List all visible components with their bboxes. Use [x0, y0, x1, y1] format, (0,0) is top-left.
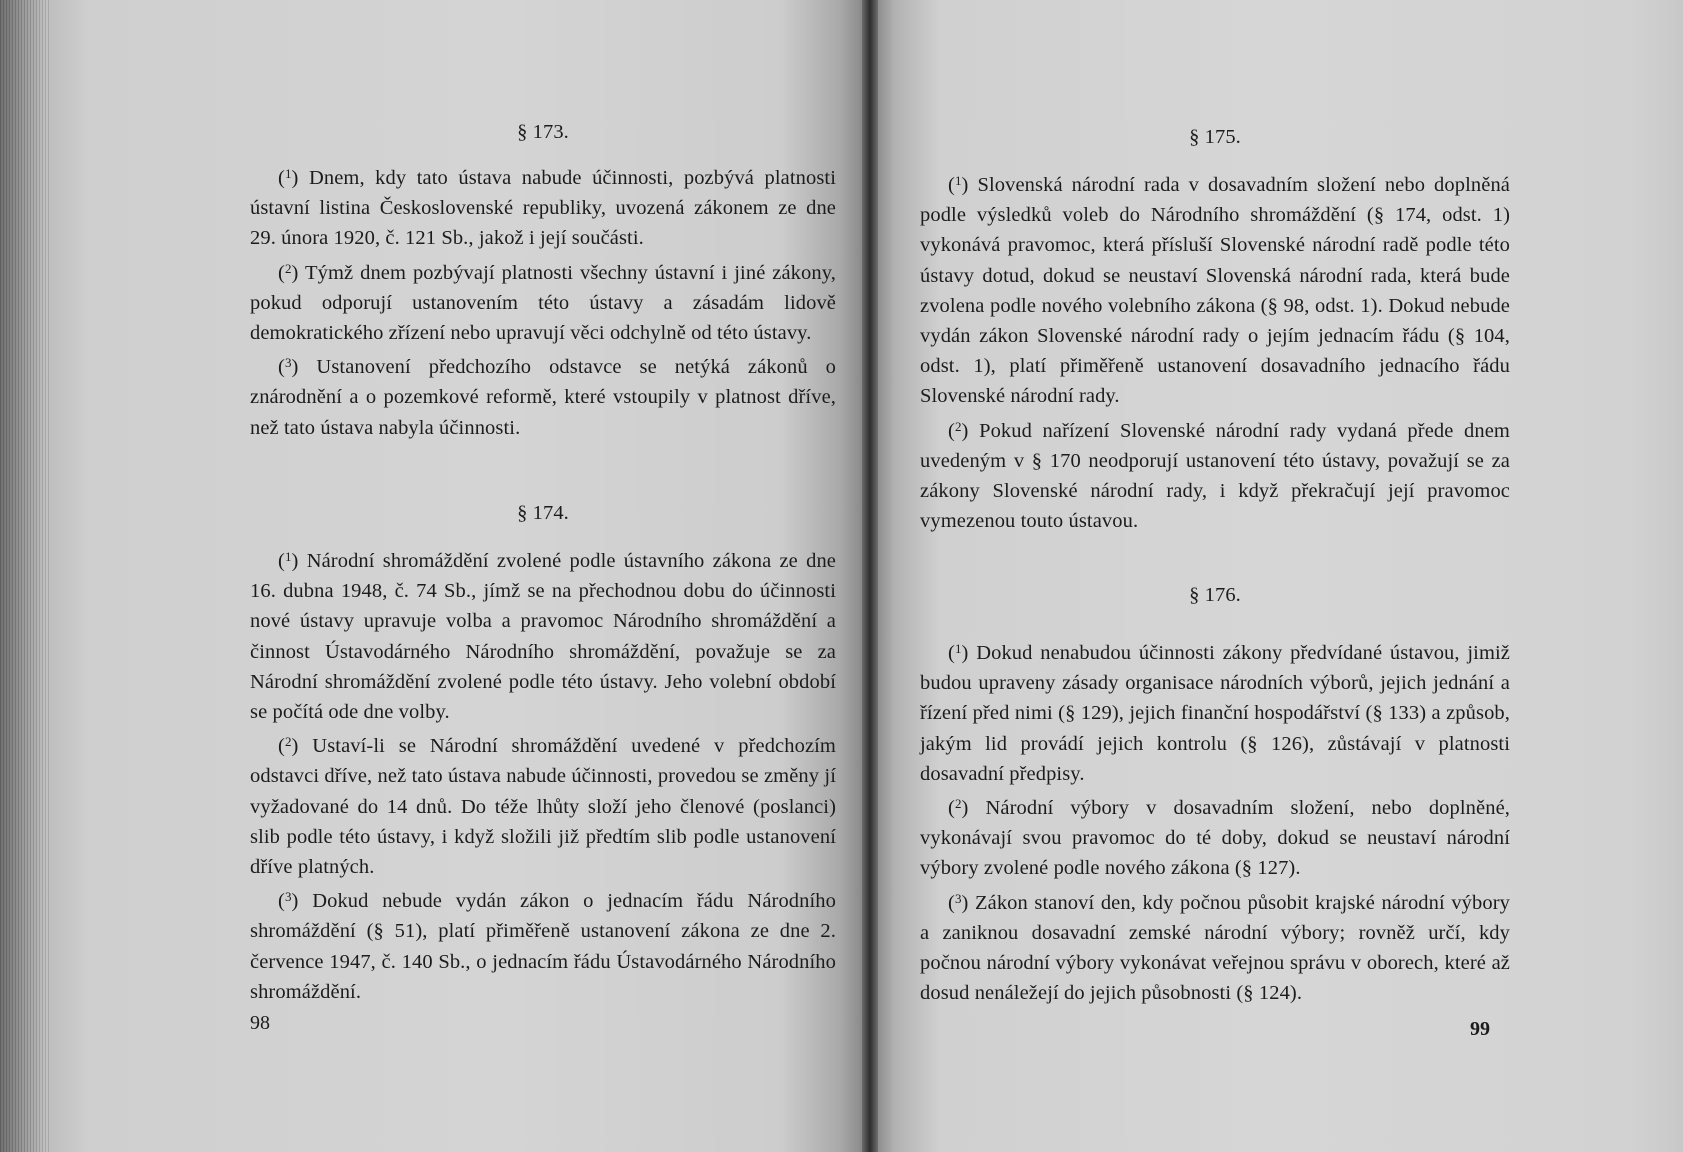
paragraph-number: 2 — [284, 260, 292, 276]
paragraph: ($^1$) Národní shromáždění zvolené podle ústavního zákona ze dne 16. dubna 1948, č. 74 Sb., jímž se na přechodnou dobu do účinnosti nové ústavy upravuje volba a pravomoc Národního shromáždění a činnost Ústavodárného Národního shromáždění, považuje se za Národní shromáždění zvolené podle této ústavy. Jeho volební období se počítá ode dne volby. — [250, 549, 837, 724]
section-heading: § 176. — [1189, 584, 1241, 606]
paragraph-number: 1 — [954, 641, 962, 656]
paragraph-number: 1 — [284, 166, 292, 181]
paragraph-number: 3 — [954, 890, 962, 906]
page-stack-edge — [0, 0, 50, 1152]
section-175 — [920, 122, 1510, 536]
section-173 — [250, 117, 836, 443]
paragraph: ($^3$) Zákon stanoví den, kdy počnou působit krajské národní výbory a zaniknou dosavadní zemské národní výbory; rovněž určí, kdy počnou národní výbory vykonávat veřejnou správu v oborech, které až dosud nenáležejí do jejich působnosti (§ 124). — [920, 890, 1510, 1005]
page-number: 98 — [250, 1012, 270, 1034]
paragraph-text: Dokud nebude vydán zákon o jednacím řádu Národního shromáždění (§ 51), platí přiměřeně ustanovení zákona ze dne 2. července 1947, č. 140 Sb., o jednacím řádu Ústavodárného Národního shromáždění. — [250, 890, 836, 1003]
page-number: 99 — [1470, 1018, 1490, 1040]
paragraph: ($^3$) Ustanovení předchozího odstavce se netýká zákonů o znárodnění a o pozemkové reformě, které vstoupily v platnost dříve, než tato ústava nabyla účinnosti. — [250, 355, 837, 439]
section-heading: § 173. — [517, 121, 569, 143]
paragraph-text: Národní shromáždění zvolené podle ústavního zákona ze dne 16. dubna 1948, č. 74 Sb., jímž se na přechodnou dobu do účinnosti nové ústavy upravuje volba a pravomoc Národního shromáždění a činnost Ústavodárného Národního shromáždění, považuje se za Národní shromáždění zvolené podle této ústavy. Jeho volební období se počítá ode dne volby. — [250, 550, 837, 724]
paragraph-text: Týmž dnem pozbývají platnosti všechny ústavní i jiné zákony, pokud odporují ustanovením této ústavy a zásadám lidově demokratického zřízení nebo upravují věci odchylně od této ústavy. — [250, 261, 836, 345]
paragraph-text: Zákon stanoví den, kdy počnou působit krajské národní výbory a zaniknou dosavadní zemské národní výbory; rovněž určí, kdy počnou národní výbory vykonávat veřejnou správu v oborech, které až dosud nenáležejí do jejich působnosti (§ 124). — [920, 891, 1510, 1005]
paragraph-text: Slovenská národní rada v dosavadním složení nebo doplněná podle výsledků voleb do Národního shromáždění (§ 174, odst. 1) vykonává pravomoc, která přísluší Slovenské národní radě podle této ústavy dotud, dokud se neustaví Slovenská národní rada, která bude zvolena podle nového volebního zákona (§ 98, odst. 1). Dokud nebude vydán zákon Slovenské národní rady o jejím jednacím řádu (§ 104, odst. 1), platí přiměřeně ustanovení dosavadního jednacího řádu Slovenské národní rady. — [920, 174, 1511, 408]
right-page — [870, 0, 1683, 1152]
paragraph-text: Dnem, kdy tato ústava nabude účinnosti, pozbývá platnosti ústavní listina Československé republiky, uvozená zákonem ze dne 29. února 1920, č. 121 Sb., jakož i její součásti. — [250, 167, 837, 250]
paragraph-number: 3 — [284, 355, 292, 371]
paragraph-number: 2 — [284, 734, 292, 750]
paragraph-text: Dokud nenabudou účinnosti zákony předvídané ústavou, jimiž budou upraveny zásady organisace národních výborů, jejich jednání a řízení před nimi (§ 129), jejich finanční hospodářství (§ 133) a způsob, jakým lid provádí jejich kontrolu (§ 126), zůstávají v platnosti dosavadní předpisy. — [920, 642, 1510, 785]
section-heading: § 174. — [517, 502, 569, 524]
book-gutter — [862, 0, 878, 1152]
paragraph: ($^2$) Pokud nařízení Slovenské národní rady vydaná přede dnem uvedeným v § 170 neodporují ustanovení této ústavy, považují se za zákony Slovenské národní rady, i když překračují její pravomoc vymezenou touto ústavou. — [920, 418, 1510, 533]
section-174 — [250, 498, 836, 1007]
paragraph-text: Národní výbory v dosavadním složení, nebo doplněné, vykonávají svou pravomoc do té doby, dokud se neustaví národní výbory zvolené podle nového zákona (§ 127). — [920, 797, 1510, 880]
paragraph-number: 1 — [954, 173, 962, 188]
paragraph-number: 2 — [954, 418, 962, 434]
paragraph: ($^3$) Dokud nebude vydán zákon o jednacím řádu Národního shromáždění (§ 51), platí přiměřeně ustanovení zákona ze dne 2. července 1947, č. 140 Sb., o jednacím řádu Ústavodárného Národního shromáždění. — [250, 889, 836, 1003]
paragraph-number: 3 — [284, 889, 292, 905]
paragraph-text: Ustaví-li se Národní shromáždění uvedené v předchozím odstavci dříve, než tato ústava nabude účinnosti, provedou se změny jí vyžadované do 14 dnů. Do téže lhůty složí jeho členové (poslanci) slib podle této ústavy, i když složili již předtím slib podle ustanovení dříve platných. — [250, 735, 836, 879]
section-heading: § 175. — [1189, 126, 1241, 148]
paragraph-number: 1 — [284, 549, 292, 564]
paragraph: ($^1$) Slovenská národní rada v dosavadním složení nebo doplněná podle výsledků voleb do Národního shromáždění (§ 174, odst. 1) vykonává pravomoc, která přísluší Slovenské národní radě podle této ústavy dotud, dokud se neustaví Slovenská národní rada, která bude zvolena podle nového volebního zákona (§ 98, odst. 1). Dokud nebude vydán zákon Slovenské národní rady o jejím jednacím řádu (§ 104, odst. 1), platí přiměřeně ustanovení dosavadního jednacího řádu Slovenské národní rady. — [920, 173, 1511, 408]
paragraph-text: Pokud nařízení Slovenské národní rady vydaná přede dnem uvedeným v § 170 neodporují ustanovení této ústavy, považují se za zákony Slovenské národní rady, i když překračují její pravomoc vymezenou touto ústavou. — [920, 419, 1510, 533]
paragraph: ($^2$) Ustaví-li se Národní shromáždění uvedené v předchozím odstavci dříve, než tato ústava nabude účinnosti, provedou se změny jí vyžadované do 14 dnů. Do téže lhůty složí jeho členové (poslanci) slib podle této ústavy, i když složili již předtím slib podle ustanovení dříve platných. — [250, 734, 836, 879]
paragraph: ($^1$) Dnem, kdy tato ústava nabude účinnosti, pozbývá platnosti ústavní listina Československé republiky, uvozená zákonem ze dne 29. února 1920, č. 121 Sb., jakož i její součásti. — [250, 166, 837, 250]
paragraph: ($^2$) Národní výbory v dosavadním složení, nebo doplněné, vykonávají svou pravomoc do té doby, dokud se neustaví národní výbory zvolené podle nového zákona (§ 127). — [920, 796, 1510, 880]
paragraph: ($^2$) Týmž dnem pozbývají platnosti všechny ústavní i jiné zákony, pokud odporují ustanovením této ústavy a zásadám lidově demokratického zřízení nebo upravují věci odchylně od této ústavy. — [250, 260, 836, 345]
paragraph-number: 2 — [954, 796, 962, 812]
section-176 — [920, 580, 1510, 1008]
paragraph-text: Ustanovení předchozího odstavce se netýká zákonů o znárodnění a o pozemkové reformě, které vstoupily v platnost dříve, než tato ústava nabyla účinnosti. — [250, 356, 837, 439]
paragraph: ($^1$) Dokud nenabudou účinnosti zákony předvídané ústavou, jimiž budou upraveny zásady organisace národních výborů, jejich jednání a řízení před nimi (§ 129), jejich finanční hospodářství (§ 133) a způsob, jakým lid provádí jejich kontrolu (§ 126), zůstávají v platnosti dosavadní předpisy. — [920, 641, 1510, 785]
